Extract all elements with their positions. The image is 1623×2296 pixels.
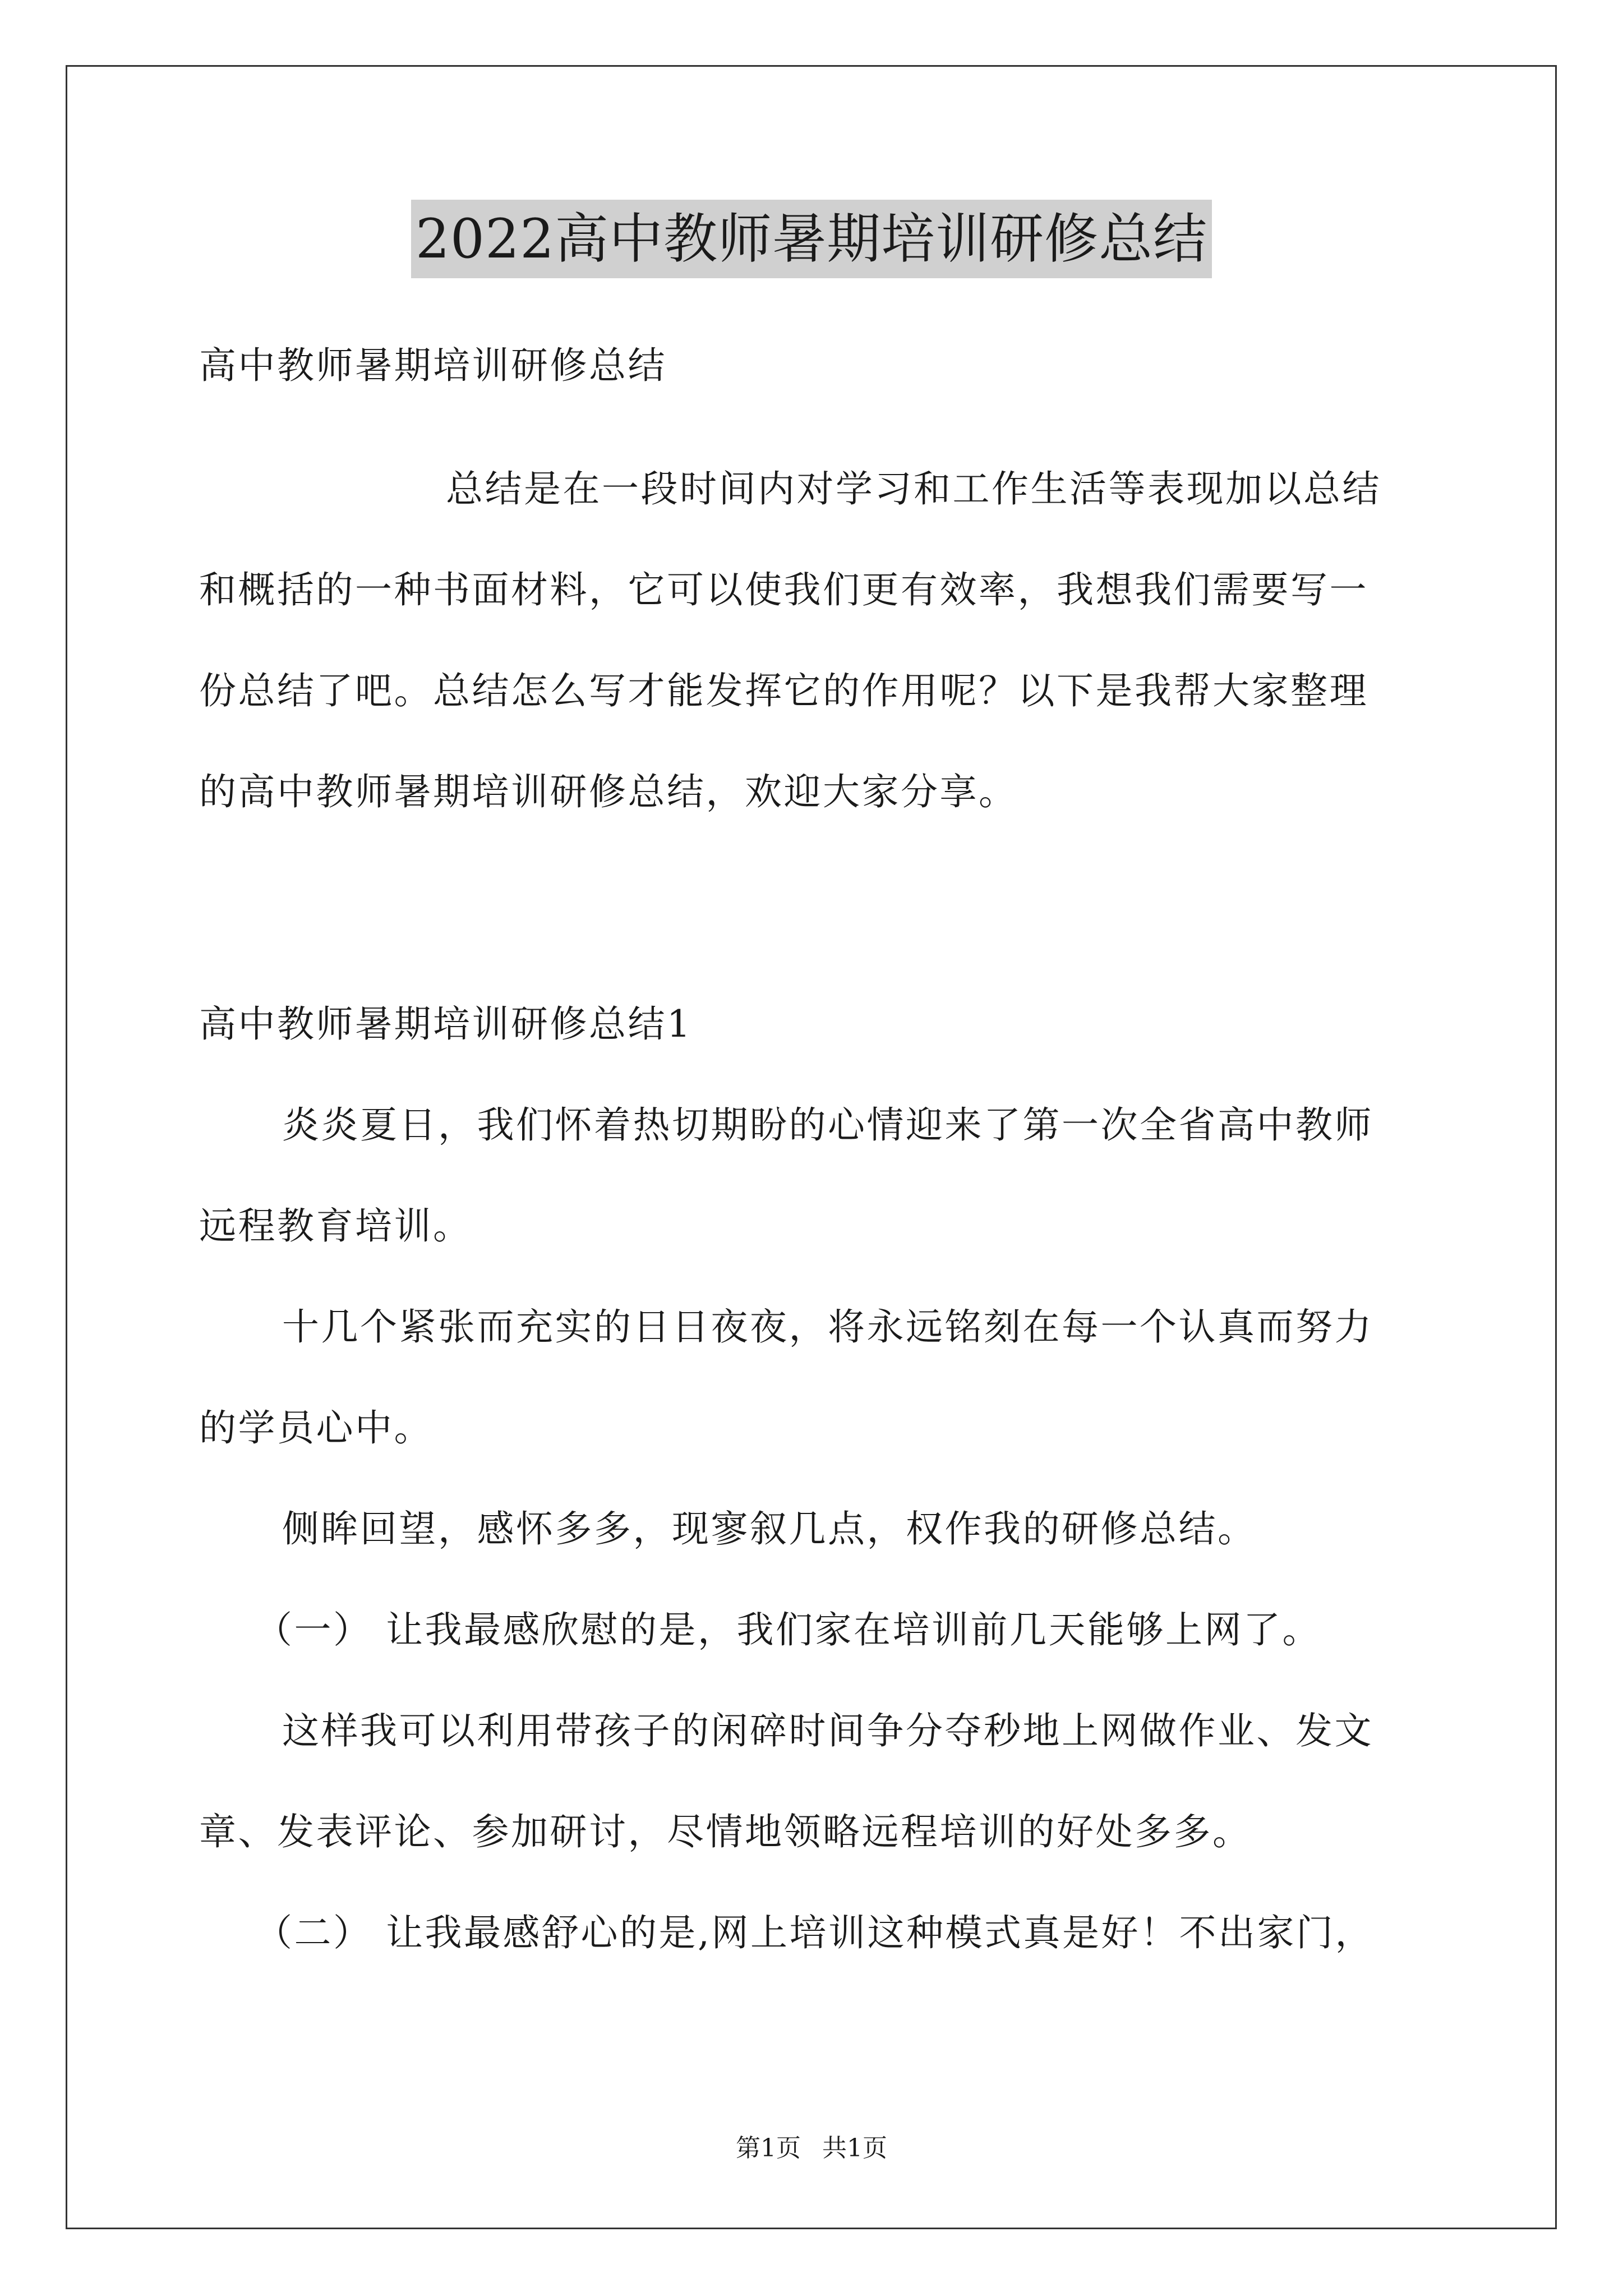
- body-line: （一） 让我最感欣慰的是，我们家在培训前几天能够上网了。: [255, 1608, 1321, 1651]
- body-line: （二） 让我最感舒心的是,网上培训这种模式真是好！不出家门，: [255, 1911, 1374, 1954]
- body-line: 这样我可以利用带孩子的闲碎时间争分夺秒地上网做作业、发文: [282, 1709, 1373, 1752]
- intro-line: 和概括的一种书面材料，它可以使我们更有效率，我想我们需要写一: [199, 568, 1368, 611]
- section-heading: 高中教师暑期培训研修总结1: [199, 1002, 693, 1046]
- page-footer: [0, 2132, 1623, 2165]
- page-number: 第1页: [736, 2134, 801, 2162]
- page-total: 共1页: [822, 2134, 887, 2162]
- body-line: 远程教育培训。: [199, 1204, 472, 1248]
- title-container: [0, 200, 1623, 278]
- body-line: 十几个紧张而充实的日日夜夜，将永远铭刻在每一个认真而努力: [282, 1305, 1373, 1349]
- intro-line: 的高中教师暑期培训研修总结，欢迎大家分享。: [199, 770, 1018, 813]
- body-line: 章、发表评论、参加研讨，尽情地领略远程培训的好处多多。: [199, 1810, 1252, 1853]
- body-line: 炎炎夏日，我们怀着热切期盼的心情迎来了第一次全省高中教师: [282, 1103, 1373, 1147]
- body-line: 的学员心中。: [199, 1406, 433, 1450]
- document-title: 2022高中教师暑期培训研修总结: [411, 200, 1212, 278]
- subtitle: 高中教师暑期培训研修总结: [199, 344, 667, 387]
- body-line: 侧眸回望，感怀多多，现寥叙几点，权作我的研修总结。: [282, 1507, 1257, 1550]
- intro-line: 份总结了吧。总结怎么写才能发挥它的作用呢？以下是我帮大家整理: [199, 669, 1368, 712]
- intro-line: 总结是在一段时间内对学习和工作生活等表现加以总结: [446, 467, 1381, 510]
